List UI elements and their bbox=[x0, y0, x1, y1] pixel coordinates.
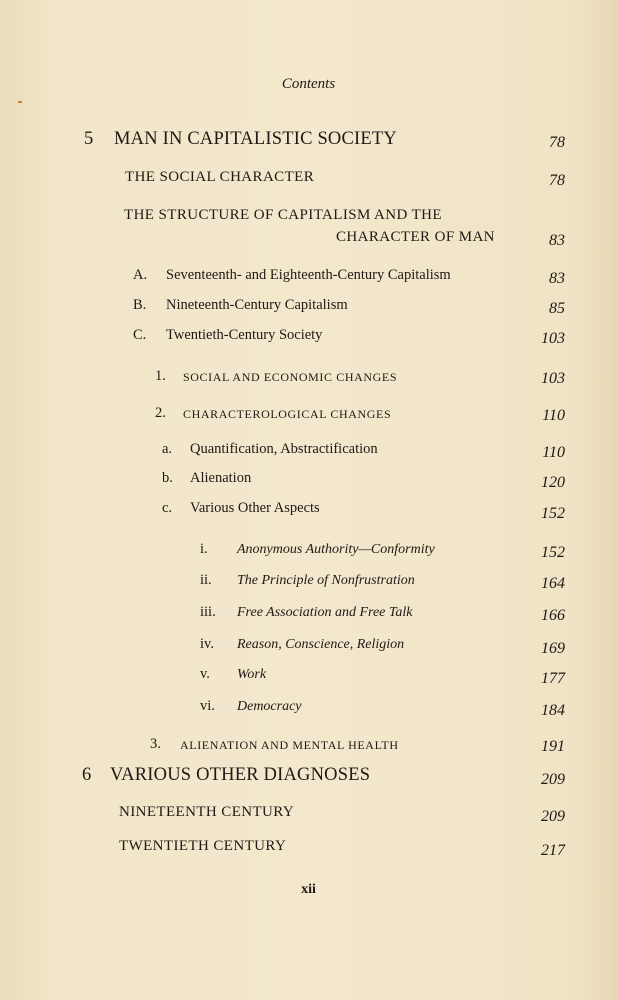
entry-marker: 1. bbox=[155, 368, 166, 384]
section-title-line2: CHARACTER OF MAN bbox=[336, 229, 495, 245]
page-number: 152 bbox=[541, 505, 565, 522]
section-title-line1: THE STRUCTURE OF CAPITALISM AND THE bbox=[124, 207, 442, 223]
entry-marker: a. bbox=[162, 441, 173, 457]
page-number: 184 bbox=[541, 702, 565, 719]
entry-marker: c. bbox=[162, 500, 173, 516]
page-number: 152 bbox=[541, 544, 565, 561]
page-number: 164 bbox=[541, 575, 565, 592]
entry-title: Various Other Aspects bbox=[190, 500, 320, 516]
page-number: 209 bbox=[541, 771, 565, 788]
page-number: 209 bbox=[541, 808, 565, 825]
page-number: 166 bbox=[541, 607, 565, 624]
section-title: TWENTIETH CENTURY bbox=[119, 838, 287, 854]
page-number: 103 bbox=[541, 370, 565, 387]
entry-marker: C. bbox=[133, 327, 147, 343]
chapter-number: 6 bbox=[82, 765, 92, 785]
page-number: 110 bbox=[542, 407, 565, 424]
entry-title: Reason, Conscience, Religion bbox=[237, 637, 405, 652]
chapter-title: VARIOUS OTHER DIAGNOSES bbox=[110, 765, 371, 785]
entry-title: Anonymous Authority—Conformity bbox=[237, 542, 435, 557]
entry-title: CHARACTEROLOGICAL CHANGES bbox=[183, 407, 392, 421]
page-number: 120 bbox=[541, 474, 565, 491]
entry-title: The Principle of Nonfrustration bbox=[237, 573, 415, 588]
section-title: NINETEENTH CENTURY bbox=[119, 804, 295, 820]
page-header: Contents bbox=[281, 76, 336, 92]
chapter-title: MAN IN CAPITALISTIC SOCIETY bbox=[114, 129, 397, 149]
page-number: 83 bbox=[549, 270, 565, 287]
paper-speck bbox=[18, 101, 22, 103]
page-number: 110 bbox=[542, 444, 565, 461]
entry-title: Alienation bbox=[190, 470, 252, 486]
entry-marker: i. bbox=[200, 541, 208, 557]
entry-title: Free Association and Free Talk bbox=[237, 605, 413, 620]
entry-marker: b. bbox=[162, 470, 173, 486]
entry-marker: 3. bbox=[150, 736, 161, 752]
entry-title: Work bbox=[237, 667, 267, 682]
page-number: 85 bbox=[549, 300, 565, 317]
entry-title: Twentieth-Century Society bbox=[166, 327, 323, 343]
entry-marker: v. bbox=[200, 666, 210, 682]
section-title: THE SOCIAL CHARACTER bbox=[125, 169, 315, 185]
entry-title: ALIENATION AND MENTAL HEALTH bbox=[180, 738, 399, 752]
page-folio: xii bbox=[301, 882, 316, 897]
page-number: 177 bbox=[541, 670, 565, 687]
page-number: 169 bbox=[541, 640, 565, 657]
entry-title: Quantification, Abstractification bbox=[190, 441, 378, 457]
entry-title: Nineteenth-Century Capitalism bbox=[166, 297, 348, 313]
entry-title: SOCIAL AND ECONOMIC CHANGES bbox=[183, 370, 398, 384]
page-number: 78 bbox=[549, 172, 565, 189]
entry-title: Seventeenth- and Eighteenth-Century Capitalism bbox=[166, 267, 451, 283]
entry-marker: B. bbox=[133, 297, 147, 313]
entry-marker: A. bbox=[133, 267, 148, 283]
page-number: 83 bbox=[549, 232, 565, 249]
entry-marker: vi. bbox=[200, 698, 215, 714]
page-number: 78 bbox=[549, 134, 565, 151]
chapter-number: 5 bbox=[84, 129, 94, 149]
entry-marker: iv. bbox=[200, 636, 214, 652]
page-number: 103 bbox=[541, 330, 565, 347]
entry-marker: iii. bbox=[200, 604, 216, 620]
entry-title: Democracy bbox=[237, 699, 302, 714]
entry-marker: ii. bbox=[200, 572, 212, 588]
page-number: 217 bbox=[541, 842, 565, 859]
entry-marker: 2. bbox=[155, 405, 166, 421]
page-number: 191 bbox=[541, 738, 565, 755]
